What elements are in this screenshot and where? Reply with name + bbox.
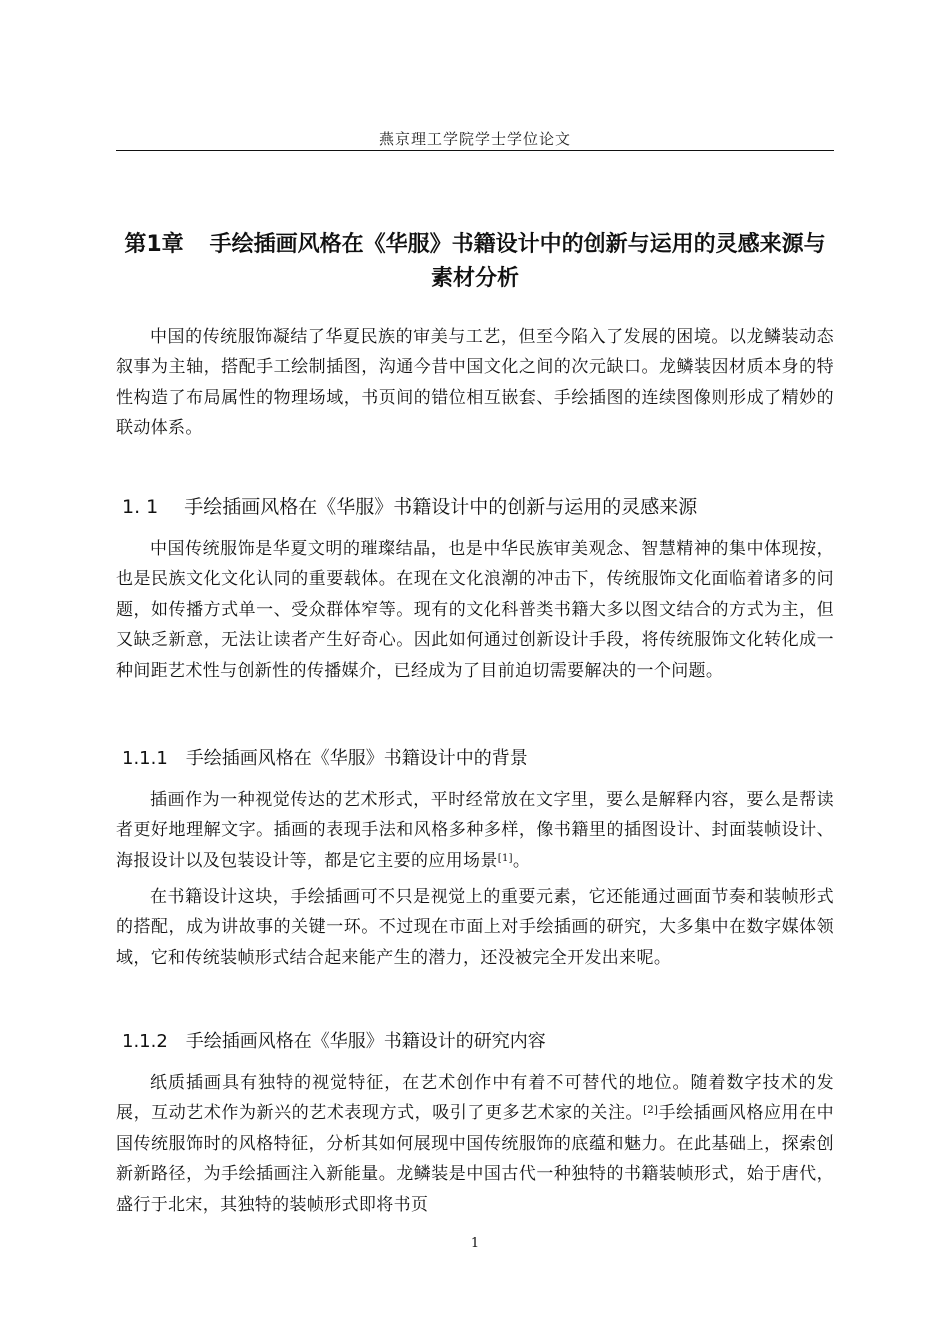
section-heading-1-1 (122, 492, 834, 522)
section-heading-1-1-1 (122, 744, 834, 774)
chapter-number: 第1章 (124, 232, 184, 257)
citation-marker: [1] (497, 852, 513, 864)
section-1-1-2-paragraph (116, 1068, 834, 1220)
section-title: 手绘插画风格在《华服》书籍设计的研究内容 (185, 1031, 546, 1052)
header-rule (116, 150, 834, 151)
section-number: 1.1.1 (122, 748, 168, 769)
paragraph-text-continued: 手绘插画风格应用在中国传统服饰时的风格特征，分析其如何展现中国传统服饰的底蕴和魅力。在此基础上，探索创新新路径，为手绘插画注入新能量。龙鳞装是中国古代一种独特的书籍装帧形式，始于唐代，盛行于北宋，其独特的装帧形式即将书页 (116, 1103, 835, 1215)
chapter-title (116, 228, 834, 296)
section-title: 手绘插画风格在《华服》书籍设计中的背景 (185, 748, 528, 769)
running-header: 燕京理工学院学士学位论文 (378, 130, 571, 148)
section-1-1-1-paragraph-1 (116, 785, 834, 876)
intro-paragraph: 中国的传统服饰凝结了华夏民族的审美与工艺，但至今陷入了发展的困境。以龙鳞装动态叙事为主轴，搭配手工绘制插图，沟通今昔中国文化之间的次元缺口。龙鳞装因材质本身的特性构造了布局属性的物理场域，书页间的错位相互嵌套、手绘插图的连续图像则形成了精妙的联动体系。 (116, 327, 834, 439)
page-number: 1 (470, 1236, 480, 1251)
section-title: 手绘插画风格在《华服》书籍设计中的创新与运用的灵感来源 (184, 496, 698, 518)
section-heading-1-1-2 (122, 1027, 834, 1057)
paragraph-text: 纸质插画具有独特的视觉特征，在艺术创作中有着不可替代的地位。随着数字技术的发展，互动艺术作为新兴的艺术表现方式，吸引了更多艺术家的关注。 (116, 1073, 834, 1124)
section-1-1-paragraph: 中国传统服饰是华夏文明的璀璨结晶，也是中华民族审美观念、智慧精神的集中体现按，也是民族文化文化认同的重要载体。在现在文化浪潮的冲击下，传统服饰文化面临着诸多的问题，如传播方式单一、受众群体窄等。现有的文化科普类书籍大多以图文结合的方式为主，但又缺乏新意，无法让读者产生好奇心。因此如何通过创新设计手段，将传统服饰文化转化成一种间距艺术性与创新性的传播媒介，已经成为了目前迫切需要解决的一个问题。 (116, 539, 834, 681)
paragraph-end: 。 (512, 850, 531, 871)
section-number: 1.1.2 (122, 1031, 168, 1052)
paragraph-text: 插画作为一种视觉传达的艺术形式，平时经常放在文字里，要么是解释内容，要么是帮读者更好地理解文字。插画的表现手法和风格多种多样，像书籍里的插图设计、封面装帧设计、海报设计以及包装设计等，都是它主要的应用场景 (116, 790, 834, 871)
section-1-1-1-paragraph-2: 在书籍设计这块，手绘插画可不只是视觉上的重要元素，它还能通过画面节奏和装帧形式的搭配，成为讲故事的关键一环。不过现在市面上对手绘插画的研究，大多集中在数字媒体领域，它和传统装帧形式结合起来能产生的潜力，还没被完全开发出来呢。 (116, 887, 834, 968)
citation-marker: [2] (643, 1105, 659, 1117)
section-number: 1. 1 (122, 496, 159, 518)
chapter-title-text: 手绘插画风格在《华服》书籍设计中的创新与运用的灵感来源与素材分析 (209, 232, 826, 291)
